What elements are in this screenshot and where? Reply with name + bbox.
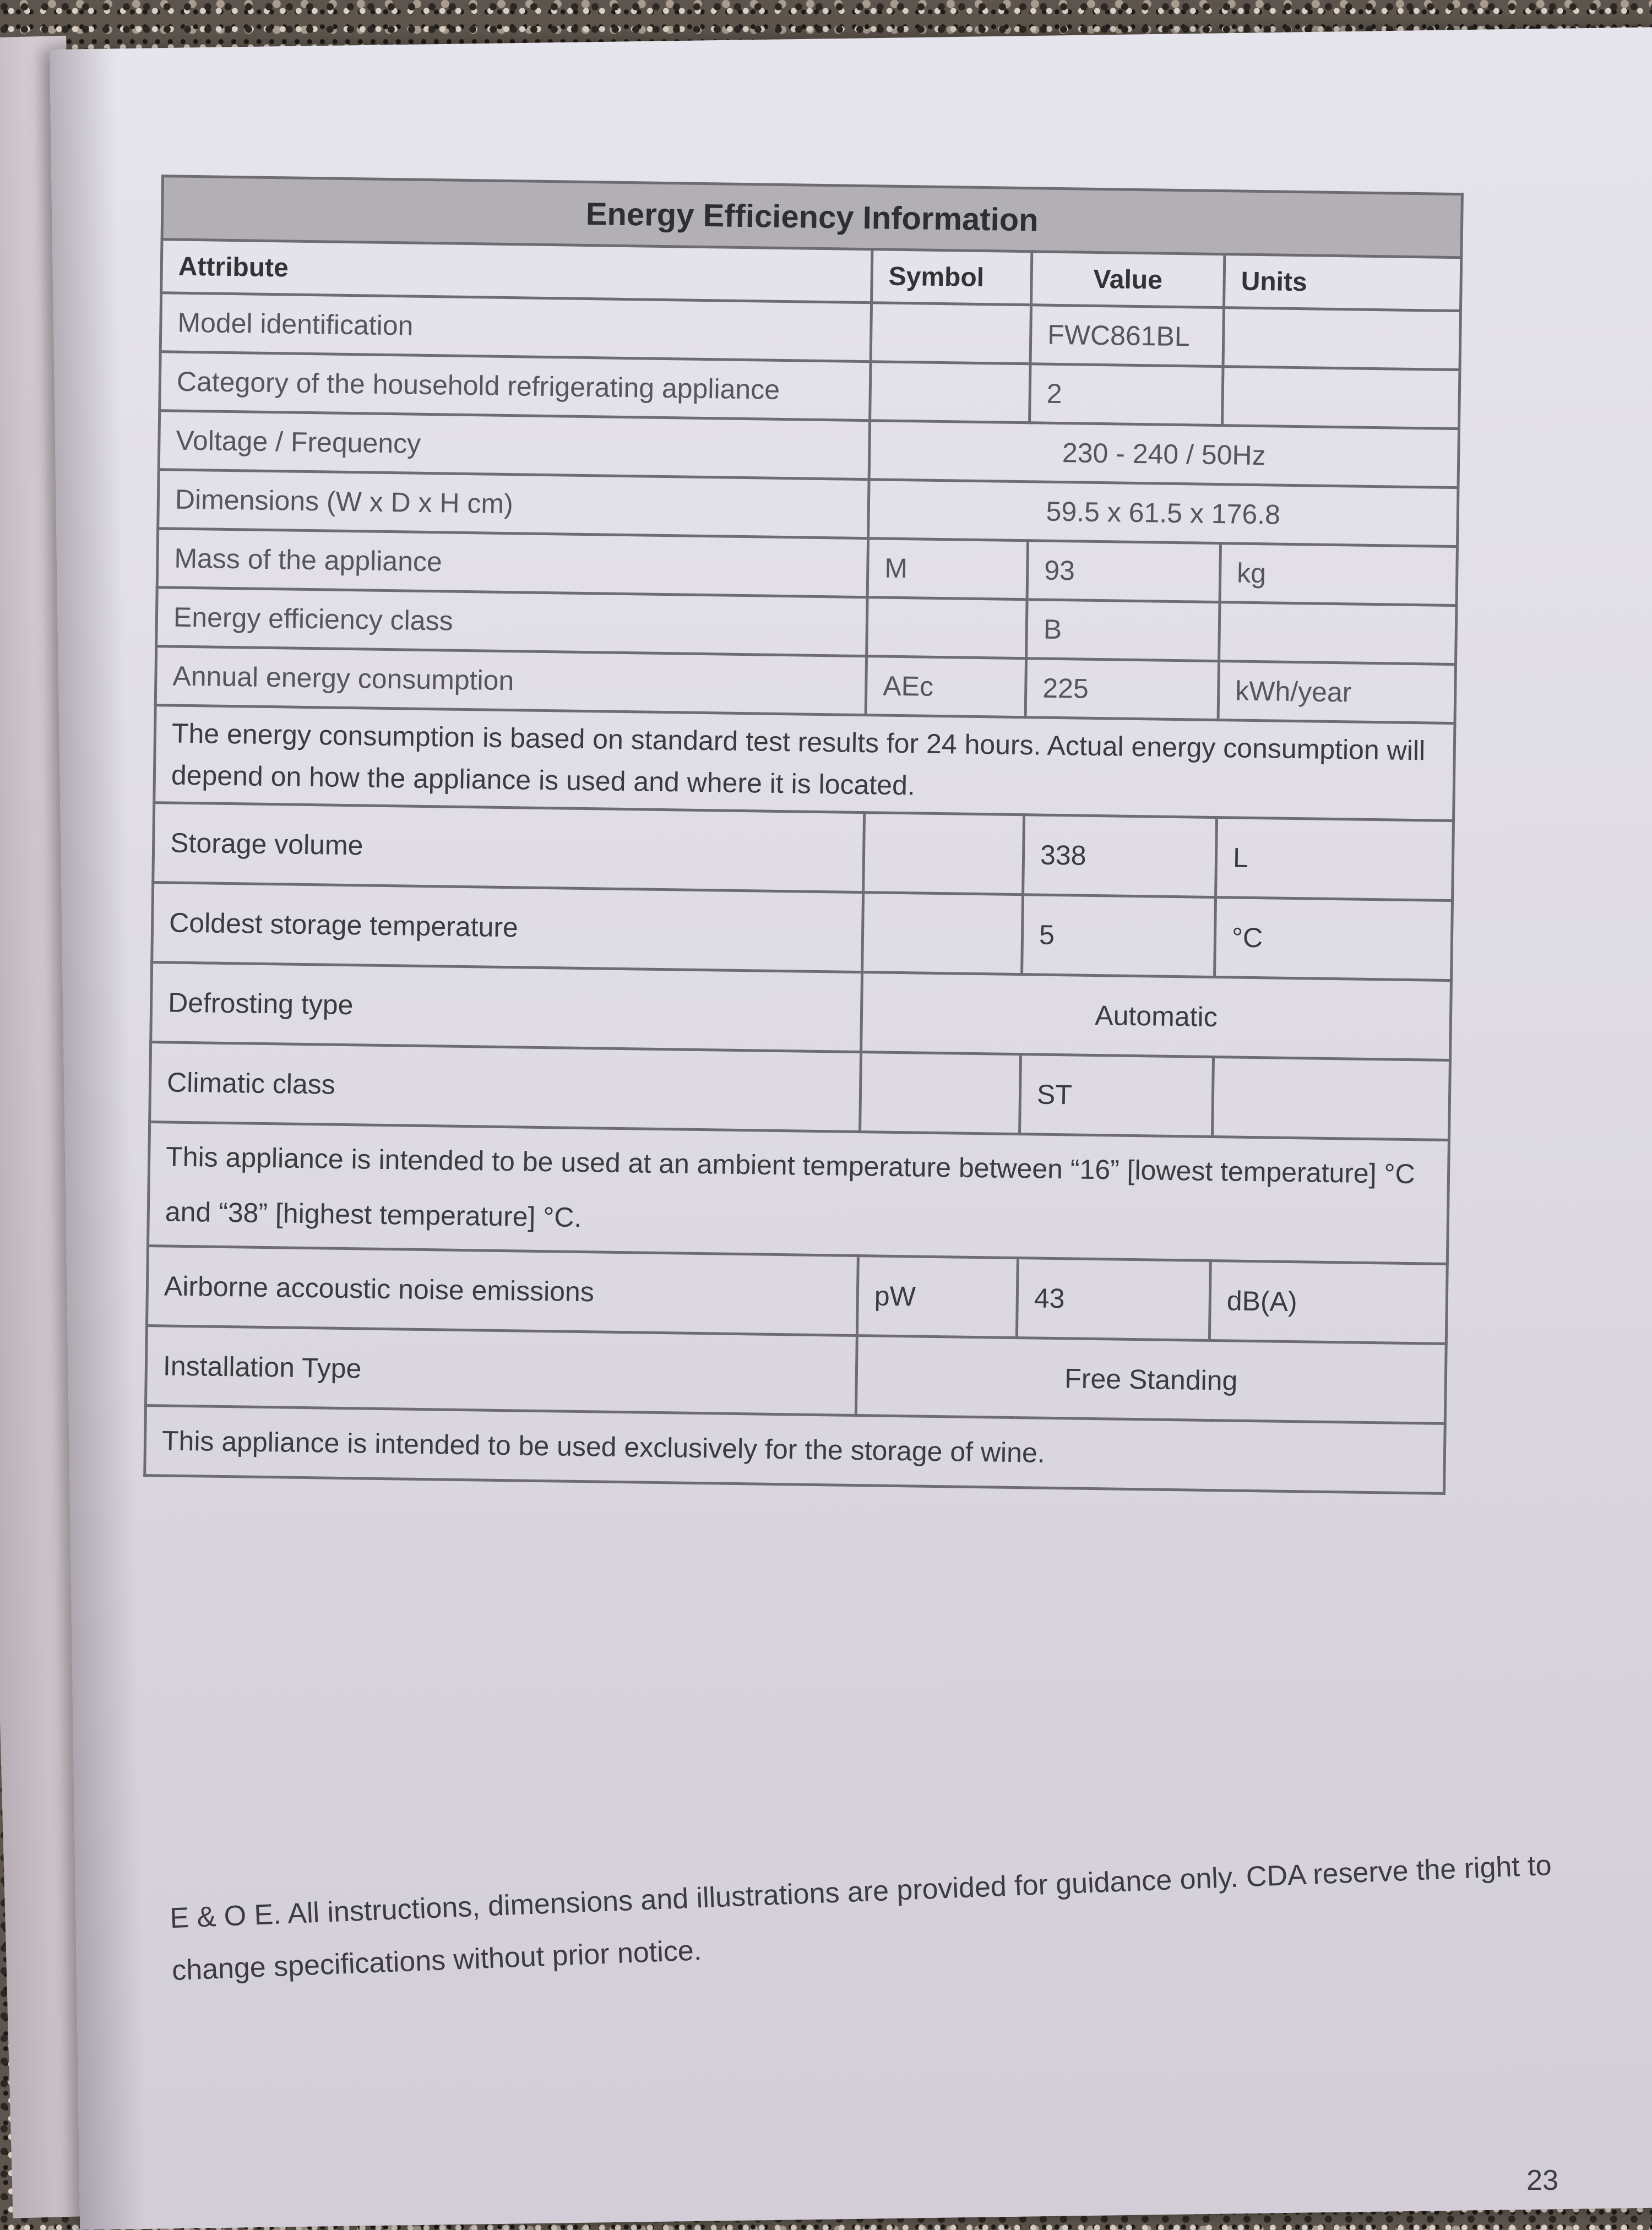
table-row-ambient-note (148, 1122, 1449, 1264)
value-cell: 338 (1023, 815, 1217, 898)
attribute-cell: Voltage / Frequency (159, 411, 870, 480)
units-cell: °C (1215, 898, 1453, 981)
merged-value-cell: 230 - 240 / 50Hz (869, 421, 1459, 488)
attribute-cell: Dimensions (W x D x H cm) (158, 470, 869, 539)
disclaimer-text: E & O E. All instructions, dimensions and illustrations are provided for guidance only. CDA reserve the right to change specifications without prior notice. (169, 1849, 1552, 1987)
page-number: 23 (1526, 2164, 1558, 2196)
merged-value-cell: Automatic (861, 972, 1452, 1060)
attribute-cell: Storage volume (153, 803, 865, 893)
header-attribute: Attribute (161, 240, 872, 303)
attribute-cell: Mass of the appliance (157, 529, 868, 597)
attribute-cell: Coldest storage temperature (152, 883, 863, 972)
symbol-cell: AEc (866, 656, 1026, 717)
value-cell: B (1026, 600, 1220, 661)
ambient-temperature-note: This appliance is intended to be used at an ambient temperature between “16” [lowest temperature] °C and “38” [highest temperature] °C. (148, 1122, 1449, 1264)
manual-page (50, 27, 1652, 2229)
symbol-cell (867, 597, 1027, 659)
attribute-cell: Defrosting type (151, 962, 862, 1052)
symbol-cell (871, 303, 1031, 364)
merged-value-cell: 59.5 x 61.5 x 176.8 (868, 480, 1458, 547)
value-cell: FWC861BL (1030, 305, 1224, 367)
units-cell: dB(A) (1209, 1260, 1447, 1344)
value-cell: 93 (1027, 541, 1220, 602)
attribute-cell: Airborne accoustic noise emissions (147, 1246, 858, 1336)
symbol-cell (870, 362, 1030, 423)
symbol-cell (862, 893, 1023, 975)
table-title: Energy Efficiency Information (162, 176, 1462, 258)
value-cell: 5 (1022, 895, 1216, 977)
units-cell: L (1216, 818, 1454, 901)
symbol-cell (863, 813, 1024, 895)
attribute-cell: Category of the household refrigerating appliance (160, 352, 871, 421)
units-cell (1223, 308, 1460, 370)
energy-consumption-note: The energy consumption is based on standard test results for 24 hours. Actual energy consumption will depend on how the appliance is used and where it is located. (154, 705, 1455, 821)
attribute-cell: Climatic class (150, 1042, 861, 1132)
symbol-cell (860, 1052, 1021, 1134)
header-value: Value (1031, 252, 1225, 308)
value-cell: 225 (1025, 659, 1219, 720)
attribute-cell: Annual energy consumption (155, 646, 866, 715)
attribute-cell: Installation Type (145, 1326, 857, 1416)
units-cell (1212, 1057, 1450, 1140)
value-cell: ST (1020, 1054, 1214, 1137)
wine-storage-note: This appliance is intended to be used exclusively for the storage of wine. (145, 1406, 1446, 1494)
header-units: Units (1224, 254, 1461, 311)
value-cell: 43 (1017, 1258, 1210, 1341)
merged-value-cell: Free Standing (856, 1336, 1446, 1424)
energy-efficiency-table (143, 175, 1464, 1495)
attribute-cell: Energy efficiency class (156, 588, 867, 656)
attribute-cell: Model identification (160, 293, 871, 362)
symbol-cell: M (867, 539, 1028, 600)
symbol-cell: pW (857, 1256, 1018, 1338)
units-cell: kWh/year (1218, 661, 1455, 724)
units-cell (1219, 602, 1457, 665)
units-cell (1222, 367, 1460, 429)
header-symbol: Symbol (872, 249, 1032, 305)
units-cell: kg (1220, 543, 1457, 606)
table-row-energy-note (154, 705, 1455, 821)
value-cell: 2 (1030, 364, 1223, 426)
